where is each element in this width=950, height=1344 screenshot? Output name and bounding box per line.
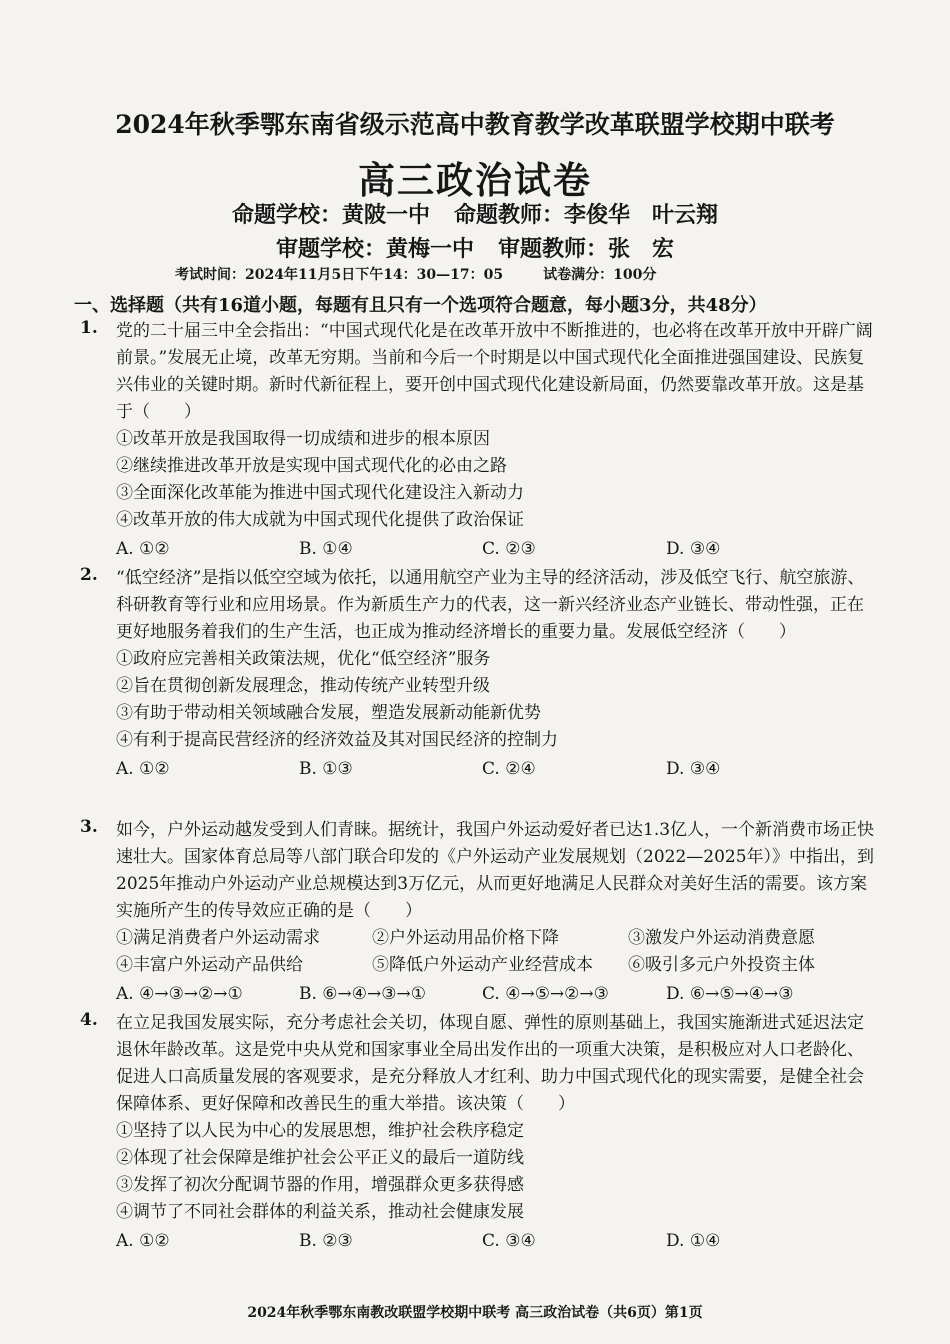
- statement-option: ③激发户外运动消费意愿: [628, 928, 815, 948]
- choice-c[interactable]: C. ④→⑤→②→③: [482, 984, 609, 1004]
- statement-option: ⑥吸引多元户外投资主体: [628, 955, 815, 975]
- question-number: 4.: [80, 1010, 98, 1030]
- author-school: 命题学校：黄陂一中: [231, 202, 430, 228]
- choice-d[interactable]: D. ①④: [666, 1231, 721, 1251]
- choice-d[interactable]: D. ⑥→⑤→④→③: [666, 984, 794, 1004]
- question-number: 2.: [80, 565, 98, 585]
- statement-option: ④改革开放的伟大成就为中国式现代化提供了政治保证: [116, 510, 524, 530]
- statement-row: [116, 925, 880, 952]
- choice-d[interactable]: D. ③④: [666, 539, 721, 559]
- answer-choices: [116, 754, 880, 784]
- choice-b[interactable]: B. ①③: [299, 759, 353, 779]
- question-stem: “低空经济”是指以低空空域为依托，以通用航空产业为主导的经济活动，涉及低空飞行、航空旅游、科研教育等行业和应用场景。作为新质生产力的代表，这一新兴经济业态产业链长、带动性强，正在更好地服务着我们的生产生活，也正成为推动经济增长的重要力量。发展低空经济（ ）: [116, 568, 865, 642]
- question-2: [80, 565, 880, 784]
- section-heading: 一、选择题（共有16道小题，每题有且只有一个选项符合题意，每小题3分，共48分）: [74, 295, 767, 316]
- statement-option: ④有利于提高民营经济的经济效益及其对国民经济的控制力: [116, 730, 558, 750]
- statement-option: ②户外运动用品价格下降: [372, 928, 559, 948]
- answer-choices: [116, 1226, 880, 1256]
- statement-option: ③发挥了初次分配调节器的作用，增强群众更多获得感: [116, 1175, 524, 1195]
- exam-time: 考试时间：2024年11月5日下午14：30—17：05: [175, 267, 504, 283]
- question-number: 1.: [80, 318, 98, 338]
- statement-option: ④丰富户外运动产品供给: [116, 955, 303, 975]
- answer-choices: [116, 534, 880, 564]
- question-stem: 党的二十届三中全会指出：“中国式现代化是在改革开放中不断推进的，也必将在改革开放中开辟广阔前景。”发展无止境，改革无穷期。当前和今后一个时期是以中国式现代化全面推进强国建设、民族复兴伟业的关键时期。新时代新征程上，要开创中国式现代化建设新局面，仍然要靠改革开放。这是基于（ ）: [116, 321, 873, 422]
- author-teachers: 命题教师：李俊华 叶云翔: [454, 202, 719, 228]
- choice-a[interactable]: A. ①②: [116, 539, 170, 559]
- statement-row: [116, 952, 880, 979]
- statement-option: ①改革开放是我国取得一切成绩和进步的根本原因: [116, 429, 490, 449]
- choice-a[interactable]: A. ①②: [116, 1231, 170, 1251]
- statement-option: ①满足消费者户外运动需求: [116, 928, 320, 948]
- statement-option: ④调节了不同社会群体的利益关系，推动社会健康发展: [116, 1202, 524, 1222]
- statement-option: ②继续推进改革开放是实现中国式现代化的必由之路: [116, 456, 507, 476]
- question-1: [80, 318, 880, 564]
- statement-option: ⑤降低户外运动产业经营成本: [372, 955, 593, 975]
- choice-b[interactable]: B. ②③: [299, 1231, 353, 1251]
- choice-c[interactable]: C. ②④: [482, 759, 536, 779]
- question-stem: 如今，户外运动越发受到人们青睐。据统计，我国户外运动爱好者已达1.3亿人，一个新消费市场正快速壮大。国家体育总局等八部门联合印发的《户外运动产业发展规划（2022—2025年）》中指出，到2025年推动户外运动产业总规模达到3万亿元，从而更好地满足人民群众对美好生活的需要。该方案实施所产生的传导效应正确的是（ ）: [116, 820, 875, 921]
- answer-choices: [116, 979, 880, 1009]
- reviewer-teacher: 审题教师：张 宏: [498, 236, 675, 262]
- choice-d[interactable]: D. ③④: [666, 759, 721, 779]
- statement-option: ①坚持了以人民为中心的发展思想，维护社会秩序稳定: [116, 1121, 524, 1141]
- choice-a[interactable]: A. ④→③→②→①: [116, 984, 243, 1004]
- statement-option: ③有助于带动相关领域融合发展，塑造发展新动能新优势: [116, 703, 541, 723]
- question-number: 3.: [80, 817, 98, 837]
- page-footer: 2024年秋季鄂东南教改联盟学校期中联考 高三政治试卷（共6页）第1页: [247, 1305, 703, 1321]
- author-line-1: [0, 198, 950, 229]
- choice-b[interactable]: B. ⑥→④→③→①: [299, 984, 426, 1004]
- question-4: [80, 1010, 880, 1256]
- choice-c[interactable]: C. ③④: [482, 1231, 536, 1251]
- exam-subtitle: 高三政治试卷: [358, 158, 592, 202]
- choice-a[interactable]: A. ①②: [116, 759, 170, 779]
- question-3: [80, 817, 880, 1009]
- statement-option: ②旨在贯彻创新发展理念，推动传统产业转型升级: [116, 676, 490, 696]
- reviewer-school: 审题学校：黄梅一中: [275, 236, 474, 262]
- author-line-2: [0, 232, 950, 263]
- choice-b[interactable]: B. ①④: [299, 539, 353, 559]
- exam-title: 2024年秋季鄂东南省级示范高中教育教学改革联盟学校期中联考: [115, 110, 835, 139]
- exam-info: [175, 264, 656, 284]
- statement-option: ①政府应完善相关政策法规，优化“低空经济”服务: [116, 649, 491, 669]
- full-score: 试卷满分：100分: [543, 267, 657, 283]
- statement-option: ②体现了社会保障是维护社会公平正义的最后一道防线: [116, 1148, 524, 1168]
- choice-c[interactable]: C. ②③: [482, 539, 536, 559]
- question-stem: 在立足我国发展实际，充分考虑社会关切，体现自愿、弹性的原则基础上，我国实施渐进式延迟法定退休年龄改革。这是党中央从党和国家事业全局出发作出的一项重大决策，是积极应对人口老龄化、促进人口高质量发展的客观要求，是充分释放人才红利、助力中国式现代化的现实需要，是健全社会保障体系、更好保障和改善民生的重大举措。该决策（ ）: [116, 1013, 864, 1114]
- statement-option: ③全面深化改革能为推进中国式现代化建设注入新动力: [116, 483, 524, 503]
